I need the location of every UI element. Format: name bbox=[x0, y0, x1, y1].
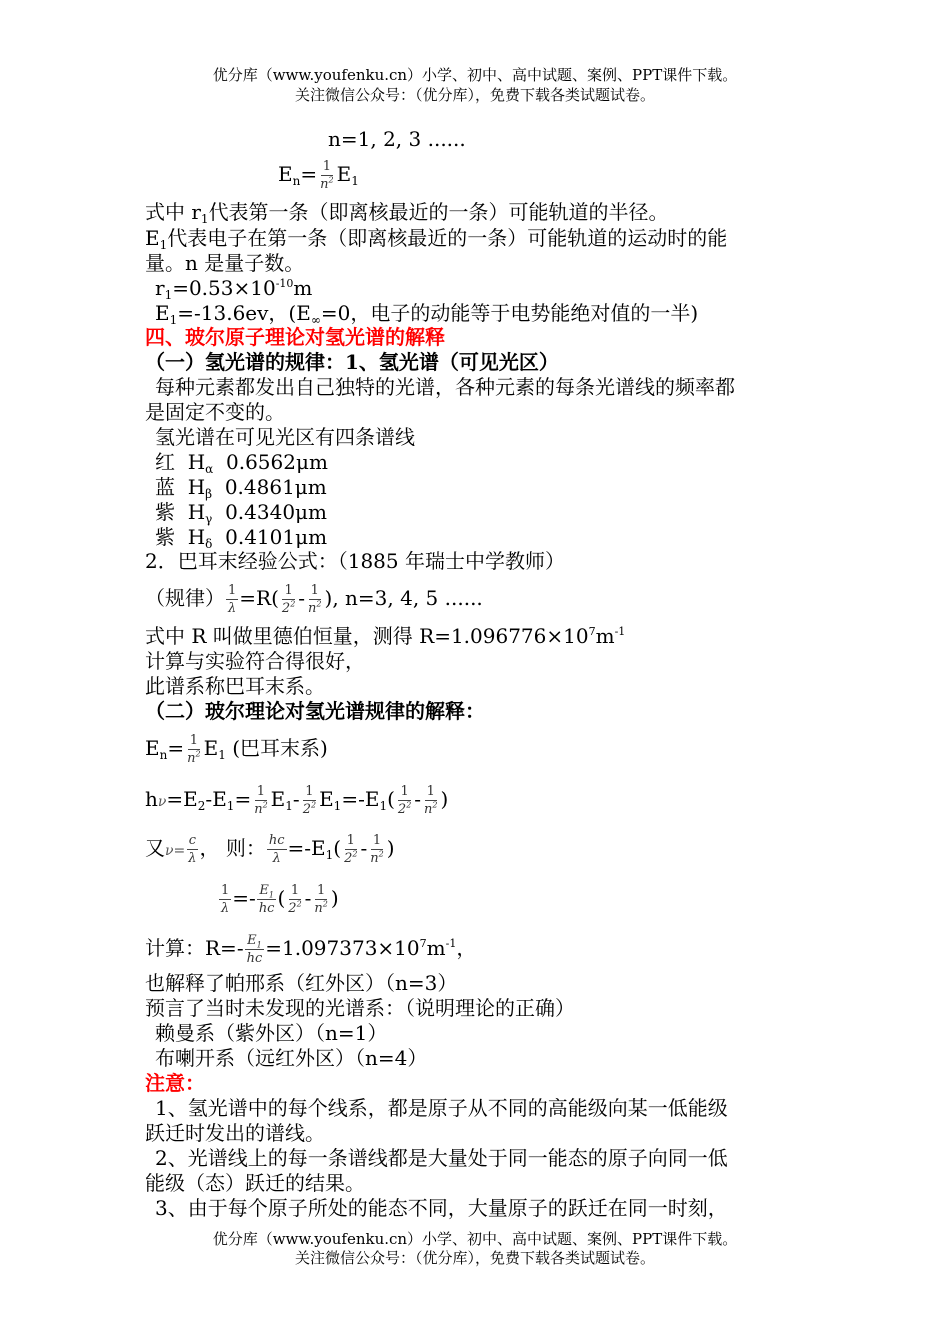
subsection-1-title: （一）氢光谱的规律：1、氢光谱（可见光区） bbox=[145, 350, 559, 374]
subsection-2-title: （二）玻尔理论对氢光谱规律的解释： bbox=[145, 699, 485, 723]
h-nu-formula: $h\nu=E_2-E_1=$ $\frac{1}{n^2}$ $E_1-$ $\frac{1}{2^2}$ $E_1=-E_1$( $\frac{1}{2^2}$ - $\frac{1}{n^2}$ ) bbox=[145, 784, 449, 817]
paragraph-2: 氢光谱在可见光区有四条谱线 bbox=[155, 425, 415, 449]
spectral-line-delta: 紫 $H_\delta$ 0.4101μm bbox=[155, 525, 328, 551]
fraction-1-over-n2: $\frac{1}{n^2}$ bbox=[320, 159, 334, 192]
balmer-formula: （规律） $\frac{1}{\lambda}$ =R( $\frac{1}{2^2}$ - $\frac{1}{n^2}$ ), n=3, 4, 5 ...... bbox=[145, 583, 483, 616]
footer-line-2: 关注微信公众号：（优分库），免费下载各类试题试卷。 bbox=[294, 1249, 655, 1267]
note-3-a: 3、由于每个原子所处的能态不同，大量原子的跃迁在同一时刻， bbox=[155, 1196, 728, 1220]
brackett-text: 布喇开系（远红外区）（n=4） bbox=[155, 1046, 428, 1070]
note-2-b: 能级（态）跃迁的结果。 bbox=[145, 1171, 365, 1195]
note-1-b: 跃迁时发出的谱线。 bbox=[145, 1121, 325, 1145]
predict-text: 预言了当时未发现的光谱系：（说明理论的正确） bbox=[145, 996, 575, 1020]
footer-line-1: 优分库（www.youfenku.cn）小学、初中、高中试题、案例、PPT课件下载。 bbox=[212, 1230, 738, 1248]
note-title: 注意： bbox=[145, 1071, 205, 1095]
paschen-text: 也解释了帕邢系（红外区）（n=3） bbox=[145, 971, 458, 995]
n-values: n=1, 2, 3 ...... bbox=[328, 127, 466, 151]
section-4-title: 四、玻尔原子理论对氢光谱的解释 bbox=[145, 325, 445, 349]
en-balmer-formula: $E_n=$ $\frac{1}{n^2}$ $E_1$ (巴耳末系) bbox=[145, 733, 328, 766]
calculation: 计算：R=- $\frac{E_1}{hc}$ $=1.097373\times 10^7m^{-1}$， bbox=[145, 933, 477, 966]
e1-description: $E_1$代表电子在第一条（即离核最近的一条）可能轨道的运动时的能 bbox=[145, 226, 728, 252]
fit-text: 计算与实验符合得很好， bbox=[145, 649, 365, 673]
en-formula: $E_n=$ $\frac{1}{n^2}$ $E_1$ bbox=[278, 159, 359, 192]
paragraph-1-a: 每种元素都发出自己独特的光谱，各种元素的每条光谱线的频率都 bbox=[155, 375, 735, 399]
note-1-a: 1、氢光谱中的每个线系，都是原子从不同的高能级向某一低能级 bbox=[155, 1096, 728, 1120]
e1-value: $E_1=-13.6ev$，($E_\infty=0$，电子的动能等于电势能绝对值的一半) bbox=[155, 301, 699, 327]
header-line-1: 优分库（www.youfenku.cn）小学、初中、高中试题、案例、PPT课件下载。 bbox=[212, 66, 738, 84]
spectral-line-gamma: 紫 $H_\gamma$ 0.4340μm bbox=[155, 500, 328, 526]
header-line-2: 关注微信公众号：（优分库），免费下载各类试题试卷。 bbox=[294, 86, 655, 104]
balmer-title: 2．巴耳末经验公式：（1885 年瑞士中学教师） bbox=[145, 549, 565, 573]
note-2-a: 2、光谱线上的每一条谱线都是大量处于同一能态的原子向同一低 bbox=[155, 1146, 728, 1170]
lyman-text: 赖曼系（紫外区）（n=1） bbox=[155, 1021, 388, 1045]
r1-description: 式中 $r_1$代表第一条（即离核最近的一条）可能轨道的半径。 bbox=[145, 200, 669, 226]
e1-description-cont: 量。n 是量子数。 bbox=[145, 251, 305, 275]
inverse-lambda-formula: $\frac{1}{\lambda}$ =- $\frac{E_1}{hc}$ ( $\frac{1}{2^2}$ - $\frac{1}{n^2}$ ) bbox=[221, 883, 339, 916]
spectral-line-alpha: 红 $H_\alpha$ 0.6562μm bbox=[155, 450, 328, 476]
r1-value: $r_1=0.53\times 10^{-10}m$ bbox=[155, 276, 313, 302]
rydberg-constant: 式中 R 叫做里德伯恒量，测得 $R=1.096776\times 10^7m^{-1}$ bbox=[145, 624, 626, 648]
nu-c-lambda-formula: 又ν= $\frac{c}{\lambda}$ ， 则： $\frac{hc}{\lambda}$ $=-E_1$( $\frac{1}{2^2}$ - $\frac{1}{n^2}$ ) bbox=[145, 833, 395, 866]
spectral-line-beta: 蓝 $H_\beta$ 0.4861μm bbox=[155, 475, 327, 501]
series-text: 此谱系称巴耳末系。 bbox=[145, 674, 325, 698]
paragraph-1-b: 是固定不变的。 bbox=[145, 400, 285, 424]
